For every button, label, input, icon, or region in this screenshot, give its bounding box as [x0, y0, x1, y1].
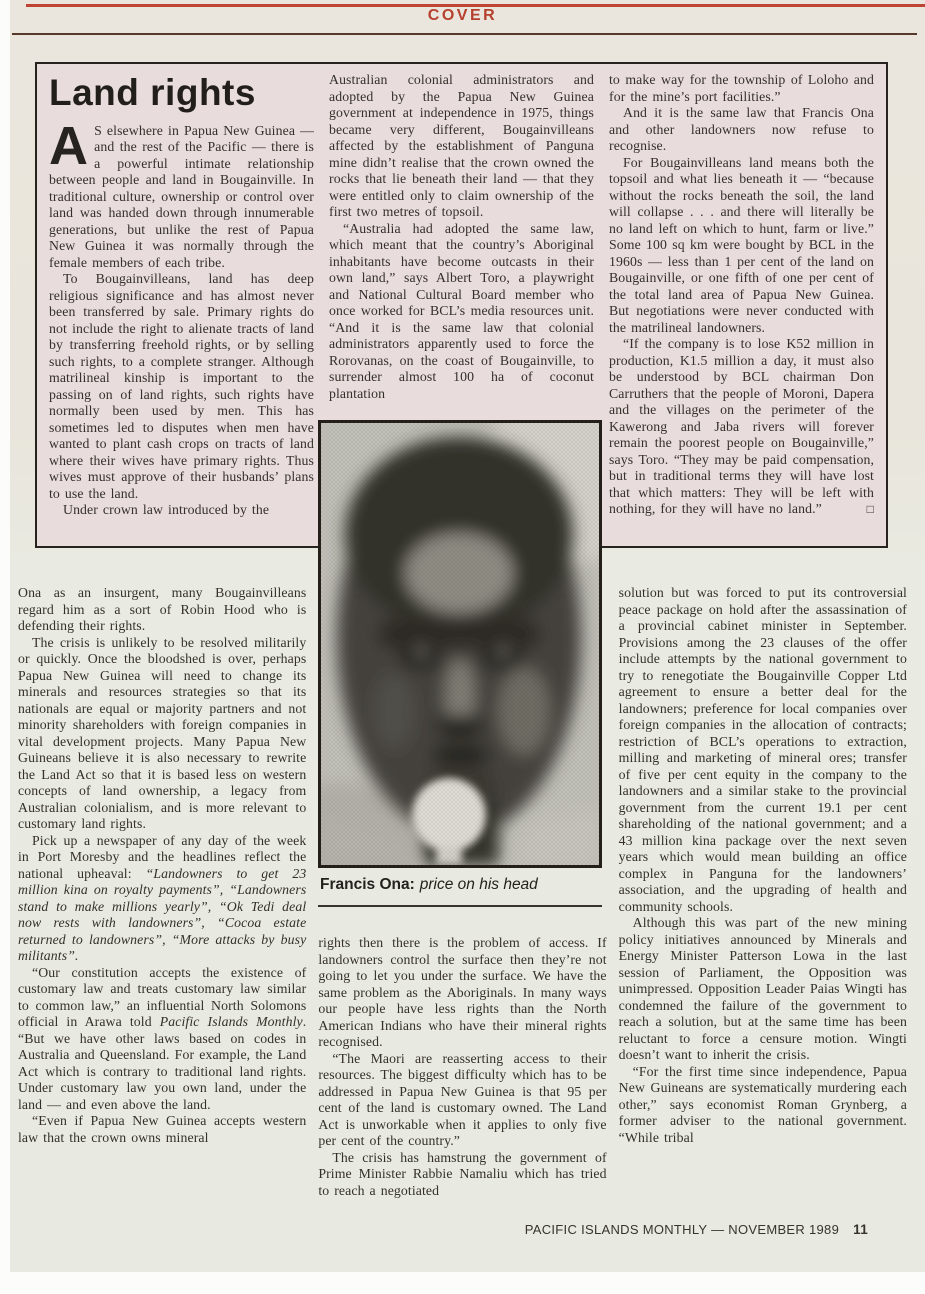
section-label: COVER — [427, 7, 498, 24]
paragraph: Under crown law introduced by the — [63, 502, 270, 518]
lower-column-3 — [619, 585, 907, 1199]
paragraph: “Even if Papua New Guinea accepts western law that the crown owns mineral — [18, 1113, 307, 1145]
paragraph: Australian colonial administrators and adopted by the Papua New Guinea government at independence in 1975, things became very different, Bougainvilleans affected by the establishment of Panguna mine didn’t realise that the crown owned the rocks that lie beneath their land — that they were entitled only to claim ownership of the first two metres of topsoil. — [329, 72, 594, 219]
francis-ona-photo — [318, 420, 602, 868]
paragraph — [18, 833, 306, 965]
end-of-article-icon: □ — [866, 502, 874, 516]
headline-quotes-italic: “Landowners to get 23 million kina on royalty payments”, “Landowners stand to make millions yearly”, “Ok Tedi deal now rests with landowners”, “Cocoa estate returned to landowners”, “More attacks by busy militants”. — [18, 865, 307, 963]
paragraph: rights then there is the problem of access. If landowners control the surface then they’re not going to let you under the surface. We have the same problem as the Aboriginals. In many ways our people have less rights than the North American Indians who have their mineral rights recognised. — [318, 935, 607, 1049]
box-column-1 — [49, 72, 314, 540]
paragraph: “The Maori are reasserting access to their resources. The biggest difficulty which has to be addressed in Papua New Guinea is that 95 per cent of the land is customary owned. The Land Act is unworkable when it applies to only five per cent of the country.” — [318, 1050, 607, 1148]
paragraph-text: S elsewhere in Papua New Guinea — and the rest of the Pacific — there is a powerful intimate relationship between people and land in Bougainville. In traditional culture, ownership or control over land was handed down through innumerable generations, but unlike the rest of Papua New Guinea it was normally through the female members of each tribe. — [49, 122, 314, 270]
magazine-title-italic: Pacific Islands Monthly — [159, 1014, 303, 1029]
magazine-footer-text: PACIFIC ISLANDS MONTHLY — NOVEMBER 1989 — [524, 1222, 840, 1237]
page-number: 11 — [853, 1222, 868, 1237]
drop-cap: A — [49, 115, 89, 176]
caption-detail: price on his head — [419, 876, 538, 893]
paragraph: “Australia had adopted the same law, which meant that the country’s Aboriginal inhabitants have become outcasts in their own land,” says Albert Toro, a playwright and National Cultural Board member who once worked for BCL’s media resources unit. “And it is the same law that colonial administrators apparently used to force the Rorovanas, on the coast of Bougainville, to surrender almost 100 ha of coconut plantation — [329, 220, 594, 401]
caption-name: Francis Ona: — [320, 876, 415, 893]
paragraph: The crisis has hamstrung the government of Prime Minister Rabbie Namaliu which has tried to reach a negotiated — [318, 1149, 607, 1198]
paragraph: To Bougainvilleans, land has deep religious significance and has almost never been transferred by sale. Primary rights do not include the right to alienate tracts of land by transferring freehold rights, or by selling such rights, to a complete stranger. Although matrilineal kinship is important to the passing on of land rights, such rights have normally been used by men. This has sometimes led to disputes when men have wanted to plant cash crops on tracts of land where their wives have primary rights. Thus wives must approve of their husbands’ plans to use the land. — [49, 271, 314, 501]
box-column-3 — [609, 72, 874, 540]
header-rule — [12, 33, 917, 35]
paragraph — [18, 965, 306, 1114]
paragraph: “For the first time since independence, Papua New Guineans are systematically murdering each other,” says economist Roman Grynberg, a former adviser to the national government. “While tribal — [618, 1063, 907, 1145]
paragraph: to make way for the township of Loloho and for the mine’s port facilities.” — [609, 72, 874, 104]
paragraph: Ona as an insurgent, many Bougainvilleans regard him as a sort of Robin Hood who is defending their rights. — [18, 585, 307, 633]
paragraph-text: Pick up a newspaper of any day of the week in Port Moresby and the headlines reflect the national upheaval: — [18, 832, 307, 881]
caption-rule — [318, 905, 602, 907]
lower-column-1 — [18, 585, 306, 1199]
page-footer — [525, 1222, 868, 1237]
paragraph: Although this was part of the new mining policy initiatives announced by Minerals and Energy Minister Patterson Lowa in the last session of Parliament, the Opposition was unimpressed. Opposition Leader Paias Wingti has condemned the failure of the government to reach a solution, but at the same time has been reluctant to force a censure motion. Wingti doesn’t want to inherit the crisis. — [618, 915, 907, 1062]
paragraph: For Bougainvilleans land means both the topsoil and what lies beneath it — “because without the rocks beneath the soil, the land will collapse . . . and there will literally be no land left on which to hunt, farm or live.” Some 100 sq km were bought by BCL in the 1960s — less than 1 per cent of the land on Bougainville, or one fifth of one per cent of the total land area of Papua New Guinea. But negotiations were never conducted with the matrilineal landowners. — [609, 154, 874, 335]
paragraph-text: . “But we have other laws based on codes in Australia and Queensland. For example, the Land Act which is contrary to traditional land rights. Under customary law you own land, under the land — and even above the land. — [18, 1014, 307, 1112]
halftone-portrait-image — [321, 423, 599, 865]
paragraph: The crisis is unlikely to be resolved militarily or quickly. Once the bloodshed is over, perhaps Papua New Guinea will need to change its minerals and resources strategies so that its nationals are equal or majority partners and not minority shareholders with foreign companies in vital development projects. Many Papua New Guineans believe it is also necessary to rewrite the Land Act so that it is based less on western concepts of land ownership, a legacy from Australian colonialism, and is more relevant to customary land rights. — [18, 634, 307, 831]
paragraph — [49, 115, 314, 272]
article-headline: Land rights — [49, 72, 256, 113]
paragraph-text: “Our constitution accepts the existence of customary law and treats customary law similar to common law,” an influential North Solomons official in Arawa told — [18, 964, 307, 1029]
photo-caption — [320, 876, 602, 894]
paragraph: solution but was forced to put its controversial peace package on hold after the assassination of a provincial cabinet minister in September. Provisions among the 23 clauses of the offer include attempts by the national government to try to renegotiate the Bougainville Copper Ltd agreement to ensure a better deal for the landowners; preference for local companies over foreign companies in the allocation of contracts; restriction of BCL’s operations to extraction, milling and marketing of mineral ores; transfer of five per cent equity in the company to the landowners and a similar stake to the provincial government from the current 19.1 per cent shareholding of the national government; and a 43 million kina package over the next seven years which would mean building an office complex in Panguna for the landowners’ association, and the upgrading of health and community schools. — [618, 585, 907, 914]
paragraph — [609, 336, 874, 518]
paragraph-text: “If the company is to lose K52 million in production, K1.5 million a day, it must also be understood by BCL chairman Don Carruthers that the people of Moroni, Dapera and the villages on the perimeter of the Kawerong and Jaba rivers will forever remain the poorest people on Bougainville,” says Toro. “They may be paid compensation, but in traditional terms they will have lost that which matters: They will be left with nothing, for they will have no land.” — [609, 336, 874, 516]
paragraph: And it is the same law that Francis Ona and other landowners now refuse to recognise. — [609, 105, 874, 153]
